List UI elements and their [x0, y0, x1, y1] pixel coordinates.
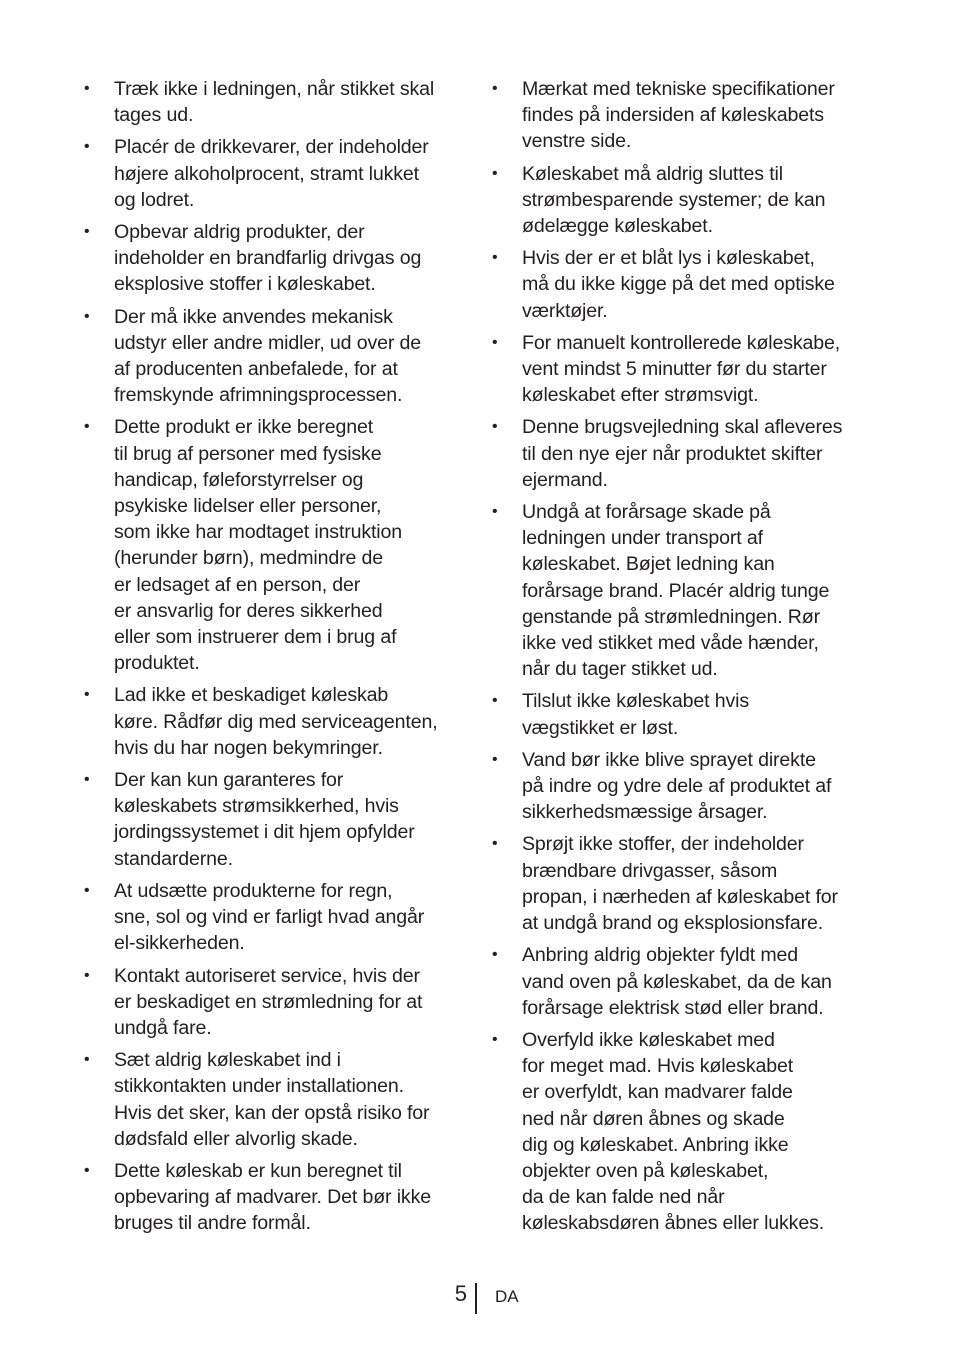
bullet-icon: •: [492, 503, 498, 521]
list-item: [84, 414, 472, 676]
list-item-text: Placér de drikkevarer, der indeholder højere alkoholprocent, stramt lukket og lodret.: [114, 136, 429, 211]
list-item: [492, 499, 880, 682]
list-item-text: For manuelt kontrollerede køleskabe, vent mindst 5 minutter før du starter køleskabet efter strømsvigt.: [522, 331, 841, 407]
list-item-text: Undgå at forårsage skade på ledningen under transport af køleskabet. Bøjet ledning kan forårsage brand. Placér aldrig tunge genstande på strømledningen. Rør ikke ved stikket med våde hænder, når du tager stikket ud.: [522, 501, 830, 681]
list-item-text: Mærkat med tekniske specifikationer findes på indersiden af køleskabets venstre side.: [522, 78, 835, 153]
bullet-icon: •: [84, 1161, 90, 1179]
list-item-text: Lad ikke et beskadiget køleskab køre. Rådfør dig med serviceagenten, hvis du har nogen bekymringer.: [114, 684, 438, 759]
bullet-icon: •: [84, 1051, 90, 1069]
list-item: [492, 1027, 880, 1237]
left-column: [84, 76, 472, 1243]
list-item: [84, 767, 472, 872]
list-item: [492, 942, 880, 1021]
list-item: [492, 161, 880, 240]
list-item-text: Kontakt autoriseret service, hvis der er beskadiget en strømledning for at undgå fare.: [114, 964, 423, 1039]
list-item: [492, 414, 880, 493]
list-item: [84, 76, 472, 128]
list-item-text: Opbevar aldrig produkter, der indeholder en brandfarlig drivgas og eksplosive stoffer i køleskabet.: [114, 221, 422, 296]
bullet-icon: •: [84, 138, 90, 156]
bullet-icon: •: [492, 692, 498, 710]
list-item: [84, 1158, 472, 1237]
page-number: 5: [454, 1281, 467, 1306]
bullet-icon: •: [492, 333, 498, 351]
list-item-text: Dette produkt er ikke beregnet til brug af personer med fysiske handicap, føleforstyrrelser og psykiske lidelser eller personer, som ikke har modtaget instruktion (herunder børn), medmindre de er ledsaget af en person, der er ansvarlig for deres sikkerhed eller som instruerer dem i brug af produktet.: [114, 416, 402, 675]
list-item-text: Hvis der er et blåt lys i køleskabet, må du ikke kigge på det med optiske værktøjer.: [522, 247, 835, 322]
bullet-icon: •: [84, 307, 90, 325]
list-item: [84, 878, 472, 957]
footer-divider: [475, 1283, 477, 1314]
list-item-text: Tilslut ikke køleskabet hvis vægstikket er løst.: [522, 690, 750, 739]
bullet-icon: •: [84, 80, 90, 97]
list-item: [84, 219, 472, 298]
list-item: [84, 963, 472, 1042]
language-code: DA: [495, 1287, 519, 1306]
bullet-icon: •: [84, 771, 90, 789]
bullet-icon: •: [492, 418, 498, 436]
list-item-text: Overfyld ikke køleskabet med for meget mad. Hvis køleskabet er overfyldt, kan madvarer falde ned når døren åbnes og skade dig og køleskabet. Anbring ikke objekter oven på køleskabet, da de kan falde ned når køleskabsdøren åbnes eller lukkes.: [522, 1028, 825, 1235]
list-item: [84, 1047, 472, 1152]
list-item-text: Sæt aldrig køleskabet ind i stikkontakten under installationen. Hvis det sker, kan der opstå risiko for dødsfald eller alvorlig skade.: [114, 1049, 430, 1150]
list-item-text: Træk ikke i ledningen, når stikket skal tages ud.: [114, 78, 435, 127]
bullet-icon: •: [492, 164, 498, 182]
right-column: [492, 76, 880, 1243]
bullet-icon: •: [492, 80, 498, 97]
list-item-text: Anbring aldrig objekter fyldt med vand oven på køleskabet, da de kan forårsage elektrisk stød eller brand.: [522, 944, 832, 1019]
list-item-text: Vand bør ikke blive sprayet direkte på indre og ydre dele af produktet af sikkerhedsmæssige årsager.: [522, 748, 832, 824]
list-item: [492, 747, 880, 826]
bullet-icon: •: [84, 966, 90, 984]
bullet-icon: •: [84, 881, 90, 899]
list-item-text: Køleskabet må aldrig sluttes til strømbesparende systemer; de kan ødelægge køleskabet.: [522, 162, 826, 238]
bullet-icon: •: [492, 750, 498, 768]
list-item: [492, 688, 880, 740]
bullet-icon: •: [492, 946, 498, 964]
list-item-text: Sprøjt ikke stoffer, der indeholder brændbare drivgasser, såsom propan, i nærheden af køleskabet for at undgå brand og eksplosionsfare.: [522, 833, 838, 935]
list-item: [84, 134, 472, 213]
bullet-icon: •: [84, 686, 90, 704]
list-item: [492, 330, 880, 409]
bullet-icon: •: [492, 249, 498, 267]
bullet-icon: •: [84, 418, 90, 436]
list-item-text: Denne brugsvejledning skal afleveres til den nye ejer når produktet skifter ejermand.: [522, 416, 843, 491]
list-item-text: Der må ikke anvendes mekanisk udstyr eller andre midler, ud over de af producenten anbefalede, for at fremskynde afrimningsprocessen.: [114, 305, 422, 407]
bullet-icon: •: [492, 835, 498, 853]
bullet-icon: •: [84, 223, 90, 241]
list-item-text: Dette køleskab er kun beregnet til opbevaring af madvarer. Det bør ikke bruges til andre formål.: [114, 1159, 431, 1235]
page-footer: [0, 1280, 954, 1316]
list-item-text: At udsætte produkterne for regn, sne, sol og vind er farligt hvad angår el-sikkerheden.: [114, 879, 425, 955]
list-item: [492, 76, 880, 155]
list-item: [492, 831, 880, 936]
list-item: [84, 682, 472, 761]
list-item: [492, 245, 880, 324]
list-item: [84, 304, 472, 409]
bullet-icon: •: [492, 1030, 498, 1048]
list-item-text: Der kan kun garanteres for køleskabets strømsikkerhed, hvis jordingssystemet i dit hjem opfylder standarderne.: [114, 769, 415, 870]
